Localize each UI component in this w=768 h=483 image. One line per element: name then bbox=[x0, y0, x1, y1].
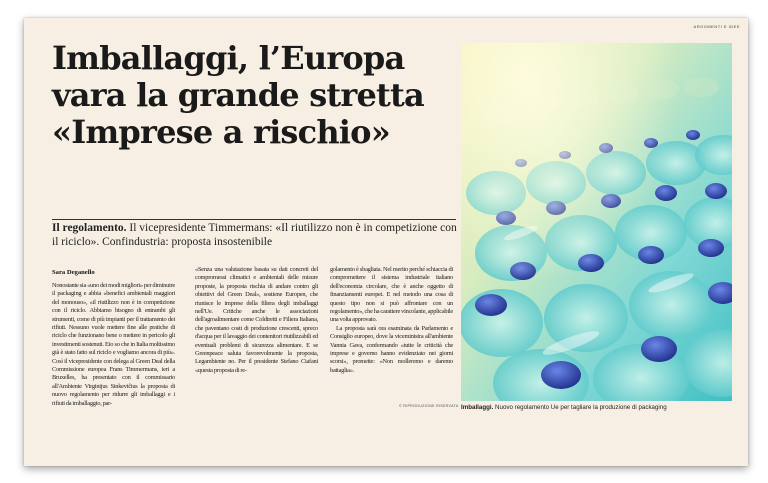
headline-divider bbox=[52, 219, 456, 220]
photo-caption bbox=[461, 404, 741, 411]
subhead-lead: Il regolamento. bbox=[52, 222, 127, 234]
newspaper-page bbox=[24, 18, 748, 466]
caption-text: Nuovo regolamento Ue per tagliare la produzione di packaging bbox=[493, 404, 667, 411]
subheadline bbox=[52, 221, 462, 249]
article-column-2 bbox=[195, 266, 318, 375]
byline: Sara Deganello bbox=[52, 269, 95, 276]
column-3-paragraph-2: La proposta sarà ora esaminata da Parlamento e Consiglio europeo, dove la viceministra all'ambiente Vannia Gava, confermando «tutte le criticità che imprese e governo hanno evidenziato nei giorni scorsi», promette: «Non molleremo e daremo battaglia». bbox=[330, 324, 453, 374]
section-tag: ARGOMENTI E IDEE bbox=[693, 24, 740, 29]
plastic-bottles-photo bbox=[461, 43, 732, 401]
headline-line-1: Imballaggi, l’Europa bbox=[52, 39, 405, 77]
headline-line-3: «Imprese a rischio» bbox=[52, 113, 390, 151]
article-column-1 bbox=[52, 282, 175, 408]
article-column-3 bbox=[330, 266, 453, 375]
copyright-notice: © RIPRODUZIONE RISERVATA bbox=[399, 404, 459, 408]
caption-lead: Imballaggi. bbox=[461, 404, 494, 411]
headline bbox=[52, 40, 462, 151]
column-3-paragraph-1: golamento è sbagliata. Nel merito perché schiaccia di compromettere il sistema industriale italiano dell'economia circolare, che è anche oggetto di finanziamenti europei. E nel metodo una cosa di questo tipo non si può affrontare con un regolamento», che ha carattere vincolante, applicabile una volta approvato. bbox=[330, 266, 453, 324]
headline-line-2: vara la grande stretta bbox=[52, 76, 424, 114]
column-1-text: Nonostante sia «uno dei modi migliori» per diminuire il packaging e abbia «benefici ambientali maggiori del monouso», «il riutilizzo non è in competizione con il riciclo. Abbiamo bisogno di entrambi gli strumenti, come di più impianti per il trattamento dei rifiuti. Nessuno vuole mettere fine alle pratiche di riciclo che funzionano bene o mettere in pericolo gli investimenti sostenuti. Eio so che in Italia moltissimo già è stato fatto sul riciclo e vogliamo ancora di più». Così il vicepresidente con delega al Green Deal della Commissione europea Frans Timmermans, ieri a Bruxelles, ha presentato con il commissario all'Ambiente Virginijus Sinkevičius la proposta di nuovo regolamento per ridurre gli imballaggi e i rifiuti da imballaggio, par- bbox=[52, 282, 175, 407]
subhead-text: Il vicepresidente Timmermans: «Il riutilizzo non è in competizione con il riciclo». Confindustria: proposta insostenibile bbox=[52, 222, 457, 248]
column-2-text: «Senza una valutazione basata su dati concreti del compromessi climatici e ambientali delle misure proposte, la proposta rischia di andare contro gli obiettivi del Green Deal», sostiene Europen, che riunisce le imprese della filiera degli imballaggi nell'Ue. Critiche anche le associazioni dell'agroalimentare come Coldiretti e Filiera Italiana, che paventano costi di produzione crescenti, spreco d'acqua per il lavaggio dei contenitori riutilizzabili ed eventuali problemi di sicurezza alimentare. E se Greenpeace saluta favorevolmente la proposta, Legambiente no. Per il presidente Stefano Ciafani «questa proposta di re- bbox=[195, 266, 318, 374]
